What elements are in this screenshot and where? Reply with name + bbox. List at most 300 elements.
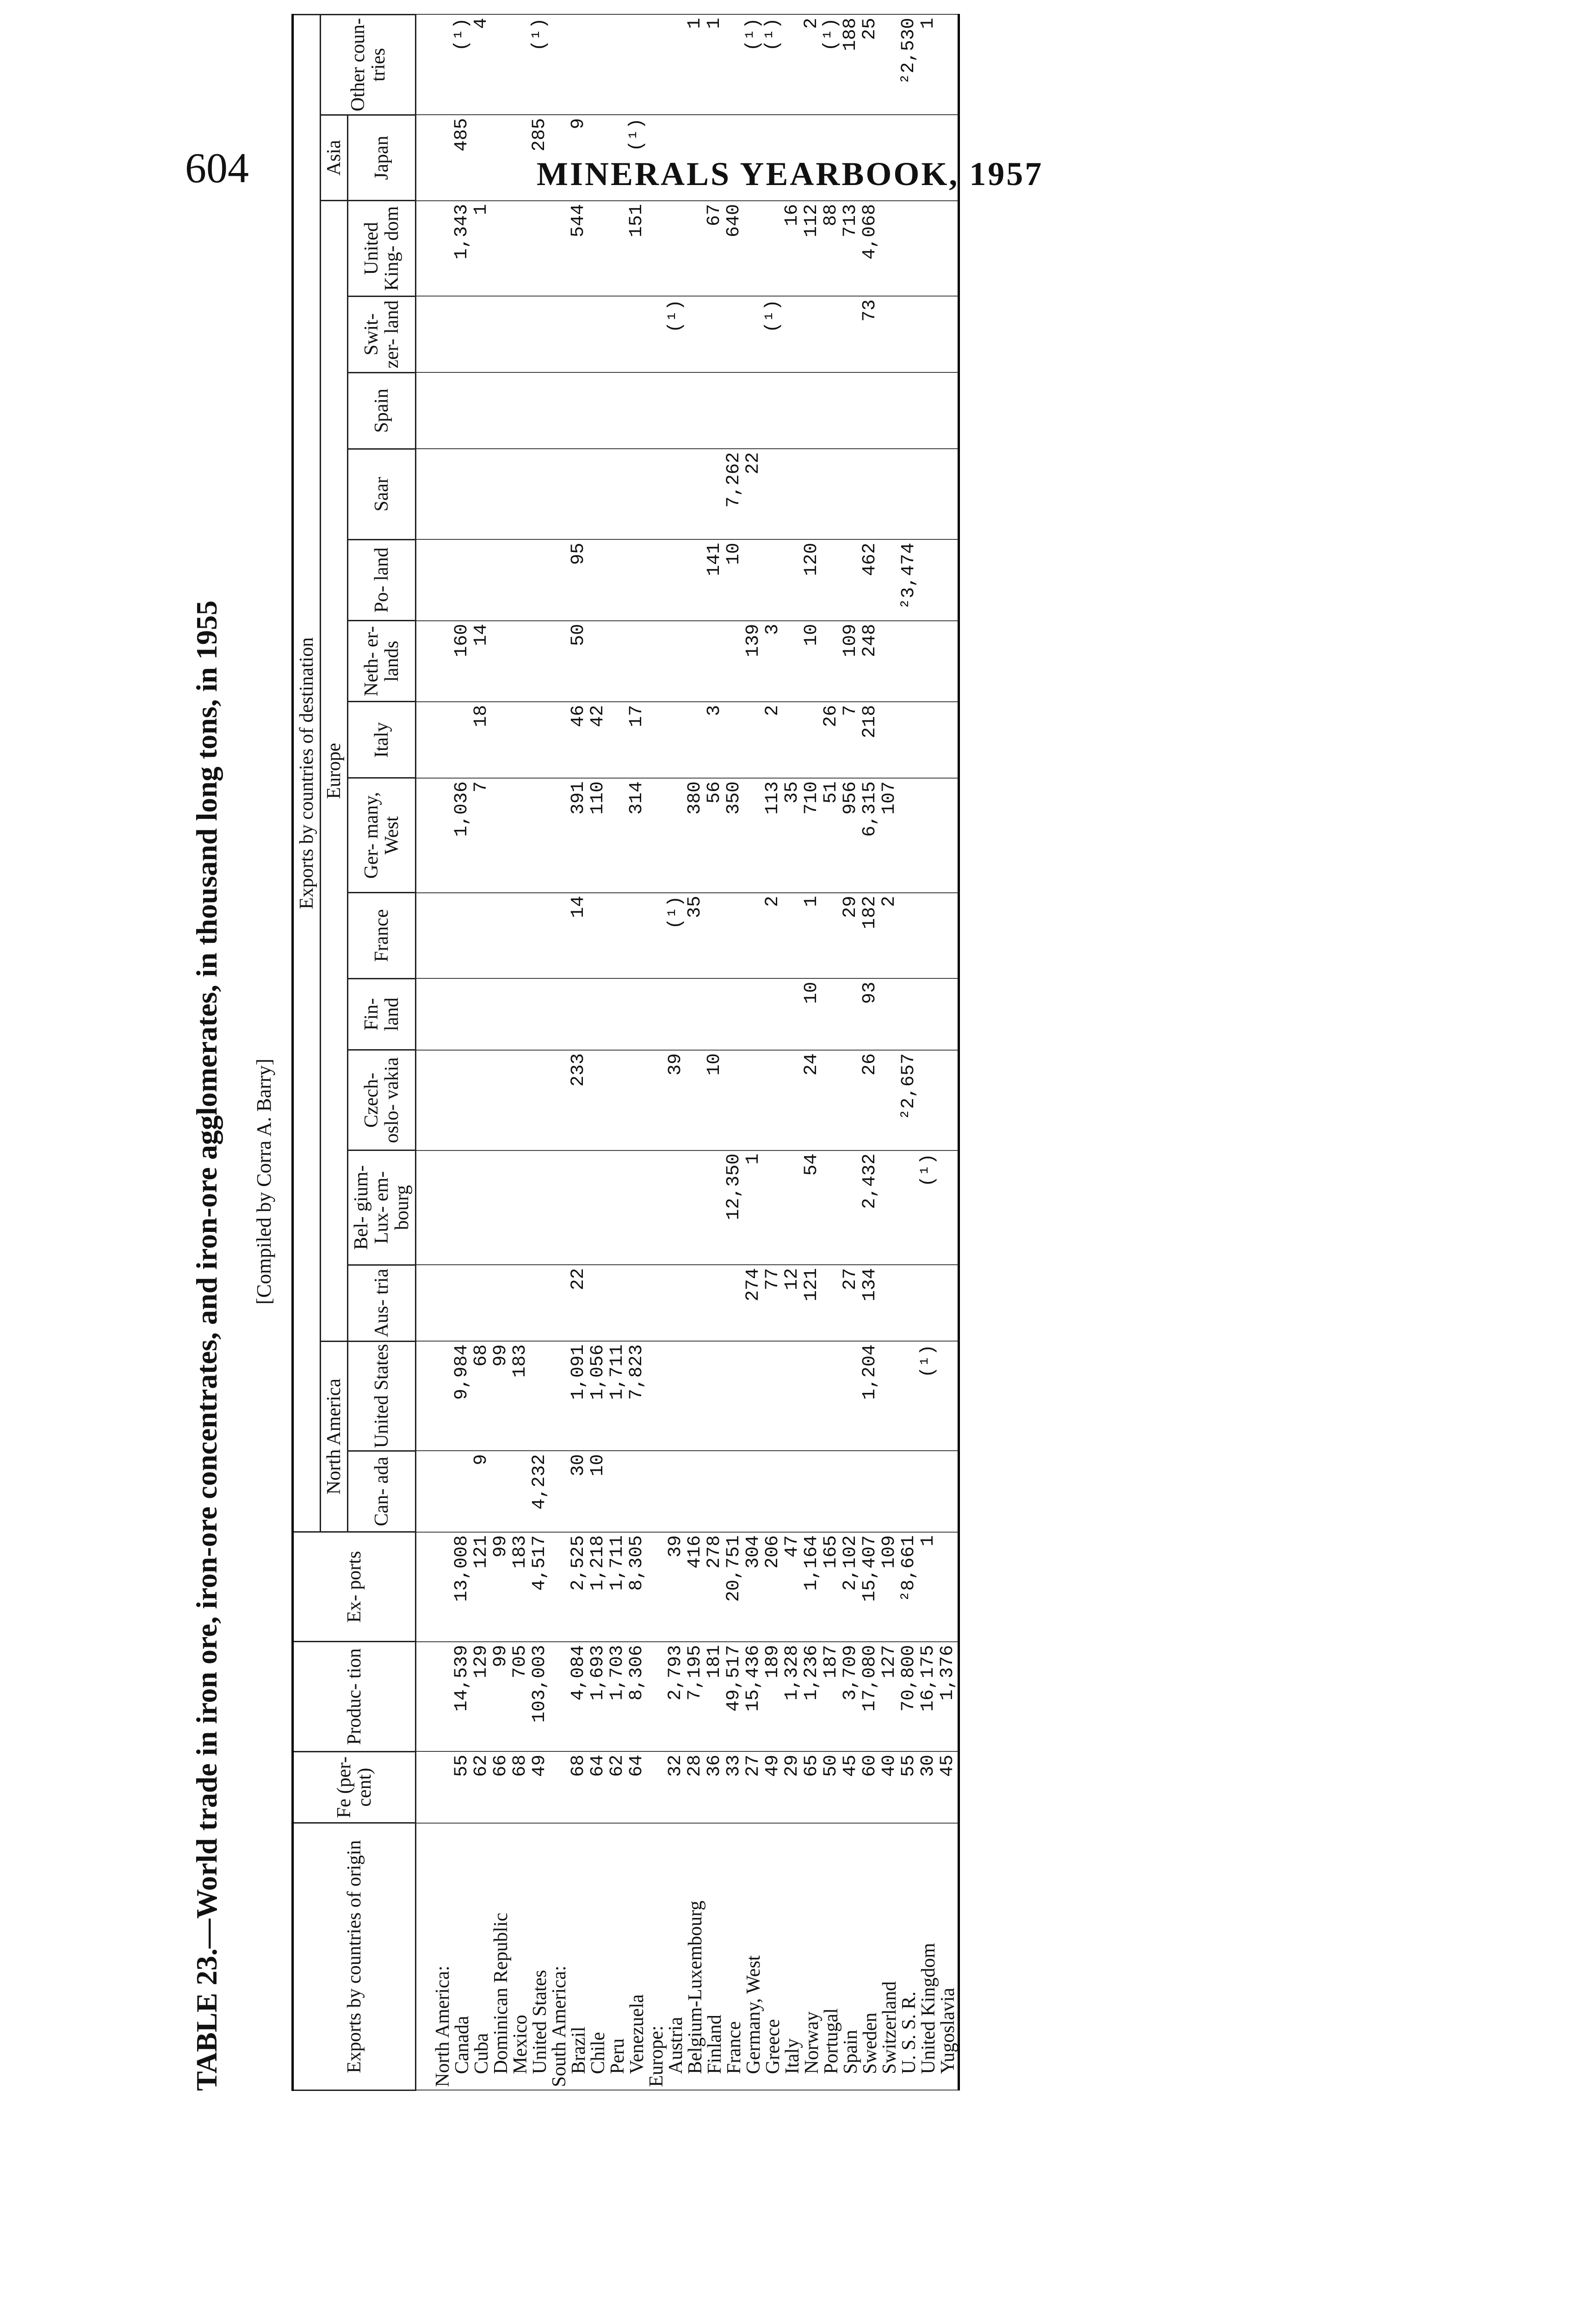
cell-country: Europe: <box>647 1823 666 2090</box>
cell-fe: 45 <box>938 1751 959 1823</box>
cell-us: 68 <box>472 1341 491 1451</box>
cell-exports: 121 <box>472 1532 491 1642</box>
cell-finland <box>647 978 666 1050</box>
cell-us <box>744 1341 763 1451</box>
cell-switzerland: (¹) <box>666 296 686 372</box>
cell-austria: 27 <box>841 1265 860 1341</box>
cell-uk: 713 <box>841 201 860 296</box>
cell-other: (¹) <box>744 15 763 115</box>
cell-country: Germany, West <box>744 1823 763 2090</box>
cell-poland <box>627 539 647 620</box>
cell-poland <box>452 539 472 620</box>
cell-exports: 1 <box>919 1532 938 1642</box>
cell-other: 2 <box>802 15 822 115</box>
cell-switzerland <box>472 296 491 372</box>
cell-other: 4 <box>472 15 491 115</box>
header-italy: Italy <box>348 702 416 778</box>
cell-fe: 62 <box>608 1751 627 1823</box>
cell-fe: 29 <box>783 1751 802 1823</box>
cell-czech <box>724 1050 744 1150</box>
cell-production: 189 <box>763 1642 783 1751</box>
cell-canada <box>416 1451 453 1532</box>
cell-italy <box>802 702 822 778</box>
cell-finland <box>938 978 959 1050</box>
cell-finland <box>763 978 783 1050</box>
cell-uk <box>686 201 705 296</box>
cell-spain <box>880 372 899 449</box>
cell-germany <box>919 778 938 893</box>
cell-germany <box>938 778 959 893</box>
cell-czech <box>511 1050 530 1150</box>
table-row <box>938 15 959 2090</box>
cell-spain <box>686 372 705 449</box>
cell-italy: 17 <box>627 702 647 778</box>
cell-italy: 7 <box>841 702 860 778</box>
cell-belgium <box>899 1150 919 1265</box>
cell-us <box>530 1341 550 1451</box>
cell-poland <box>841 539 860 620</box>
cell-czech <box>550 1050 569 1150</box>
cell-spain <box>822 372 841 449</box>
cell-netherlands: 14 <box>472 621 491 702</box>
cell-country: Austria <box>666 1823 686 2090</box>
cell-uk: 1 <box>472 201 491 296</box>
cell-finland: 93 <box>860 978 880 1050</box>
cell-spain <box>841 372 860 449</box>
cell-finland <box>588 978 608 1050</box>
cell-finland <box>686 978 705 1050</box>
cell-czech <box>530 1050 550 1150</box>
cell-france <box>938 893 959 979</box>
table-row <box>763 15 783 2090</box>
cell-france <box>647 893 666 979</box>
cell-canada <box>899 1451 919 1532</box>
cell-france <box>705 893 724 979</box>
cell-fe: 62 <box>472 1751 491 1823</box>
cell-japan <box>841 115 860 201</box>
header-austria: Aus- tria <box>348 1265 416 1341</box>
cell-france <box>627 893 647 979</box>
cell-netherlands <box>880 621 899 702</box>
cell-saar <box>530 449 550 539</box>
cell-czech <box>686 1050 705 1150</box>
cell-belgium <box>452 1150 472 1265</box>
cell-spain <box>938 372 959 449</box>
table-row <box>491 15 511 2090</box>
cell-canada <box>860 1451 880 1532</box>
cell-other: 188 <box>841 15 860 115</box>
header-exports: Ex- ports <box>293 1532 416 1642</box>
cell-other <box>647 15 666 115</box>
cell-us <box>686 1341 705 1451</box>
cell-us <box>416 1341 453 1451</box>
cell-belgium: 2,432 <box>860 1150 880 1265</box>
cell-saar <box>822 449 841 539</box>
cell-exports: 109 <box>880 1532 899 1642</box>
cell-saar <box>705 449 724 539</box>
cell-czech <box>588 1050 608 1150</box>
header-north-america: North America <box>321 1341 348 1532</box>
header-europe: Europe <box>321 201 348 1341</box>
table-row <box>919 15 938 2090</box>
cell-saar <box>686 449 705 539</box>
cell-spain <box>511 372 530 449</box>
cell-other: (¹) <box>822 15 841 115</box>
cell-austria: 77 <box>763 1265 783 1341</box>
cell-exports: 2,525 <box>569 1532 588 1642</box>
header-switzerland: Swit- zer- land <box>348 296 416 372</box>
cell-production: 16,175 <box>919 1642 938 1751</box>
cell-japan <box>416 115 453 201</box>
cell-france <box>783 893 802 979</box>
cell-france <box>511 893 530 979</box>
cell-germany: 7 <box>472 778 491 893</box>
cell-production: 1,328 <box>783 1642 802 1751</box>
cell-japan <box>550 115 569 201</box>
cell-switzerland <box>783 296 802 372</box>
cell-fe: 27 <box>744 1751 763 1823</box>
cell-japan <box>472 115 491 201</box>
cell-finland: 10 <box>802 978 822 1050</box>
cell-poland <box>588 539 608 620</box>
cell-exports: 15,407 <box>860 1532 880 1642</box>
cell-other <box>783 15 802 115</box>
cell-belgium <box>880 1150 899 1265</box>
cell-italy: 218 <box>860 702 880 778</box>
cell-belgium <box>783 1150 802 1265</box>
cell-exports: 1,164 <box>802 1532 822 1642</box>
cell-czech <box>822 1050 841 1150</box>
cell-poland <box>511 539 530 620</box>
cell-production: 127 <box>880 1642 899 1751</box>
table-row <box>608 15 627 2090</box>
cell-austria <box>416 1265 453 1341</box>
cell-country: Greece <box>763 1823 783 2090</box>
cell-saar <box>899 449 919 539</box>
cell-netherlands <box>822 621 841 702</box>
cell-france: 2 <box>880 893 899 979</box>
cell-canada <box>744 1451 763 1532</box>
cell-production: 4,084 <box>569 1642 588 1751</box>
cell-exports <box>647 1532 666 1642</box>
cell-netherlands <box>705 621 724 702</box>
cell-country: United Kingdom <box>919 1823 938 2090</box>
header-czechoslovakia: Czech- oslo- vakia <box>348 1050 416 1150</box>
cell-czech <box>841 1050 860 1150</box>
cell-fe <box>416 1751 453 1823</box>
cell-finland <box>452 978 472 1050</box>
cell-finland <box>608 978 627 1050</box>
cell-production: 705 <box>511 1642 530 1751</box>
cell-czech <box>647 1050 666 1150</box>
cell-austria <box>530 1265 550 1341</box>
cell-finland <box>841 978 860 1050</box>
cell-saar <box>647 449 666 539</box>
table-caption: TABLE 23.—World trade in iron ore, iron-ore concentrates, and iron-ore agglomerates, in thousand long tons, in 1955 <box>190 600 223 2091</box>
cell-italy <box>491 702 511 778</box>
cell-saar <box>416 449 453 539</box>
cell-switzerland <box>899 296 919 372</box>
table-row <box>899 15 919 2090</box>
cell-other: 1 <box>686 15 705 115</box>
cell-japan <box>705 115 724 201</box>
cell-netherlands <box>550 621 569 702</box>
cell-uk: 88 <box>822 201 841 296</box>
cell-exports: 206 <box>763 1532 783 1642</box>
header-production: Produc- tion <box>293 1642 416 1751</box>
cell-netherlands <box>530 621 550 702</box>
cell-netherlands <box>938 621 959 702</box>
cell-spain <box>608 372 627 449</box>
header-belgium-luxembourg: Bel- gium- Lux- em- bourg <box>348 1150 416 1265</box>
cell-czech <box>627 1050 647 1150</box>
cell-country: Portugal <box>822 1823 841 2090</box>
cell-us: (¹) <box>919 1341 938 1451</box>
cell-poland <box>550 539 569 620</box>
cell-spain <box>627 372 647 449</box>
cell-poland <box>822 539 841 620</box>
cell-production: 1,693 <box>588 1642 608 1751</box>
cell-france: 29 <box>841 893 860 979</box>
cell-spain <box>452 372 472 449</box>
cell-fe: 45 <box>841 1751 860 1823</box>
cell-austria <box>666 1265 686 1341</box>
cell-belgium <box>763 1150 783 1265</box>
cell-belgium <box>550 1150 569 1265</box>
cell-finland <box>416 978 453 1050</box>
cell-austria: 134 <box>860 1265 880 1341</box>
cell-germany <box>608 778 627 893</box>
cell-poland <box>416 539 453 620</box>
cell-austria <box>647 1265 666 1341</box>
cell-poland: 141 <box>705 539 724 620</box>
cell-spain <box>472 372 491 449</box>
cell-france: 2 <box>763 893 783 979</box>
cell-finland <box>550 978 569 1050</box>
cell-canada <box>841 1451 860 1532</box>
cell-czech <box>416 1050 453 1150</box>
cell-czech <box>608 1050 627 1150</box>
cell-belgium: 54 <box>802 1150 822 1265</box>
cell-uk <box>938 201 959 296</box>
cell-uk <box>550 201 569 296</box>
cell-poland <box>608 539 627 620</box>
cell-exports: 416 <box>686 1532 705 1642</box>
cell-japan <box>724 115 744 201</box>
cell-spain <box>802 372 822 449</box>
cell-japan: 485 <box>452 115 472 201</box>
cell-us <box>550 1341 569 1451</box>
cell-exports: 13,008 <box>452 1532 472 1642</box>
cell-saar <box>802 449 822 539</box>
cell-uk <box>416 201 453 296</box>
cell-saar <box>783 449 802 539</box>
cell-japan: (¹) <box>627 115 647 201</box>
cell-uk: 544 <box>569 201 588 296</box>
cell-fe: 36 <box>705 1751 724 1823</box>
cell-us: 99 <box>491 1341 511 1451</box>
cell-fe: 60 <box>860 1751 880 1823</box>
cell-us: 1,204 <box>860 1341 880 1451</box>
cell-france: 14 <box>569 893 588 979</box>
cell-uk <box>880 201 899 296</box>
cell-italy <box>919 702 938 778</box>
cell-poland <box>763 539 783 620</box>
cell-switzerland <box>550 296 569 372</box>
cell-italy <box>416 702 453 778</box>
cell-czech: ²2,657 <box>899 1050 919 1150</box>
cell-exports: 99 <box>491 1532 511 1642</box>
cell-poland <box>647 539 666 620</box>
table-row <box>822 15 841 2090</box>
cell-switzerland: (¹) <box>763 296 783 372</box>
cell-spain <box>763 372 783 449</box>
cell-italy <box>899 702 919 778</box>
cell-exports: 39 <box>666 1532 686 1642</box>
cell-germany <box>491 778 511 893</box>
cell-netherlands <box>899 621 919 702</box>
cell-france <box>491 893 511 979</box>
cell-canada <box>802 1451 822 1532</box>
cell-fe: 30 <box>919 1751 938 1823</box>
cell-fe: 66 <box>491 1751 511 1823</box>
cell-france <box>822 893 841 979</box>
cell-belgium: 12,350 <box>724 1150 744 1265</box>
cell-france <box>588 893 608 979</box>
cell-japan: 285 <box>530 115 550 201</box>
cell-finland <box>822 978 841 1050</box>
cell-switzerland <box>491 296 511 372</box>
cell-other <box>724 15 744 115</box>
cell-belgium <box>472 1150 491 1265</box>
cell-uk <box>608 201 627 296</box>
cell-us <box>822 1341 841 1451</box>
cell-country: Norway <box>802 1823 822 2090</box>
cell-uk: 16 <box>783 201 802 296</box>
compiled-by-note: [Compiled by Corra A. Barry] <box>253 1058 275 1305</box>
cell-poland <box>666 539 686 620</box>
cell-exports: 304 <box>744 1532 763 1642</box>
cell-other <box>627 15 647 115</box>
cell-country: Switzerland <box>880 1823 899 2090</box>
cell-fe: 32 <box>666 1751 686 1823</box>
cell-us <box>666 1341 686 1451</box>
cell-czech <box>938 1050 959 1150</box>
cell-country: Brazil <box>569 1823 588 2090</box>
cell-canada <box>919 1451 938 1532</box>
cell-netherlands <box>627 621 647 702</box>
cell-switzerland <box>705 296 724 372</box>
cell-us <box>724 1341 744 1451</box>
cell-production <box>416 1642 453 1751</box>
cell-other: (¹) <box>452 15 472 115</box>
cell-country: Spain <box>841 1823 860 2090</box>
cell-uk <box>919 201 938 296</box>
cell-saar <box>860 449 880 539</box>
cell-switzerland <box>647 296 666 372</box>
cell-switzerland <box>686 296 705 372</box>
cell-switzerland <box>919 296 938 372</box>
cell-other <box>938 15 959 115</box>
header-germany-west: Ger- many, West <box>348 778 416 893</box>
cell-country: Chile <box>588 1823 608 2090</box>
table-row <box>452 15 472 2090</box>
header-other-countries: Other coun- tries <box>321 15 416 115</box>
cell-germany <box>511 778 530 893</box>
cell-poland <box>530 539 550 620</box>
cell-belgium: (¹) <box>919 1150 938 1265</box>
cell-spain <box>899 372 919 449</box>
cell-saar <box>763 449 783 539</box>
cell-canada: 9 <box>472 1451 491 1532</box>
cell-production: 70,800 <box>899 1642 919 1751</box>
cell-japan <box>860 115 880 201</box>
cell-fe <box>647 1751 666 1823</box>
cell-belgium <box>841 1150 860 1265</box>
cell-exports <box>938 1532 959 1642</box>
table-body <box>416 15 959 2090</box>
cell-poland <box>919 539 938 620</box>
cell-finland <box>511 978 530 1050</box>
cell-czech: 24 <box>802 1050 822 1150</box>
cell-exports: 278 <box>705 1532 724 1642</box>
cell-production: 7,195 <box>686 1642 705 1751</box>
cell-uk: 4,068 <box>860 201 880 296</box>
cell-austria <box>491 1265 511 1341</box>
cell-switzerland <box>841 296 860 372</box>
cell-japan <box>763 115 783 201</box>
cell-exports <box>550 1532 569 1642</box>
cell-czech: 233 <box>569 1050 588 1150</box>
cell-canada <box>724 1451 744 1532</box>
cell-germany: 35 <box>783 778 802 893</box>
cell-canada <box>783 1451 802 1532</box>
cell-netherlands <box>491 621 511 702</box>
cell-austria <box>724 1265 744 1341</box>
cell-france <box>744 893 763 979</box>
cell-czech: 10 <box>705 1050 724 1150</box>
cell-italy <box>744 702 763 778</box>
cell-poland <box>783 539 802 620</box>
cell-czech <box>919 1050 938 1150</box>
cell-canada: 10 <box>588 1451 608 1532</box>
cell-switzerland <box>452 296 472 372</box>
cell-production: 3,709 <box>841 1642 860 1751</box>
cell-spain <box>744 372 763 449</box>
header-saar: Saar <box>348 449 416 539</box>
cell-italy <box>666 702 686 778</box>
cell-japan <box>608 115 627 201</box>
header-netherlands: Neth- er- lands <box>348 621 416 702</box>
cell-japan: 9 <box>569 115 588 201</box>
cell-poland <box>938 539 959 620</box>
cell-austria <box>511 1265 530 1341</box>
cell-us <box>763 1341 783 1451</box>
cell-austria <box>822 1265 841 1341</box>
cell-us <box>880 1341 899 1451</box>
cell-country: Peru <box>608 1823 627 2090</box>
cell-switzerland <box>880 296 899 372</box>
cell-germany: 380 <box>686 778 705 893</box>
cell-netherlands: 160 <box>452 621 472 702</box>
cell-fe: 49 <box>763 1751 783 1823</box>
cell-uk: 1,343 <box>452 201 472 296</box>
cell-us <box>802 1341 822 1451</box>
cell-canada <box>452 1451 472 1532</box>
cell-other <box>416 15 453 115</box>
page-number: 604 <box>185 144 249 192</box>
cell-production: 99 <box>491 1642 511 1751</box>
